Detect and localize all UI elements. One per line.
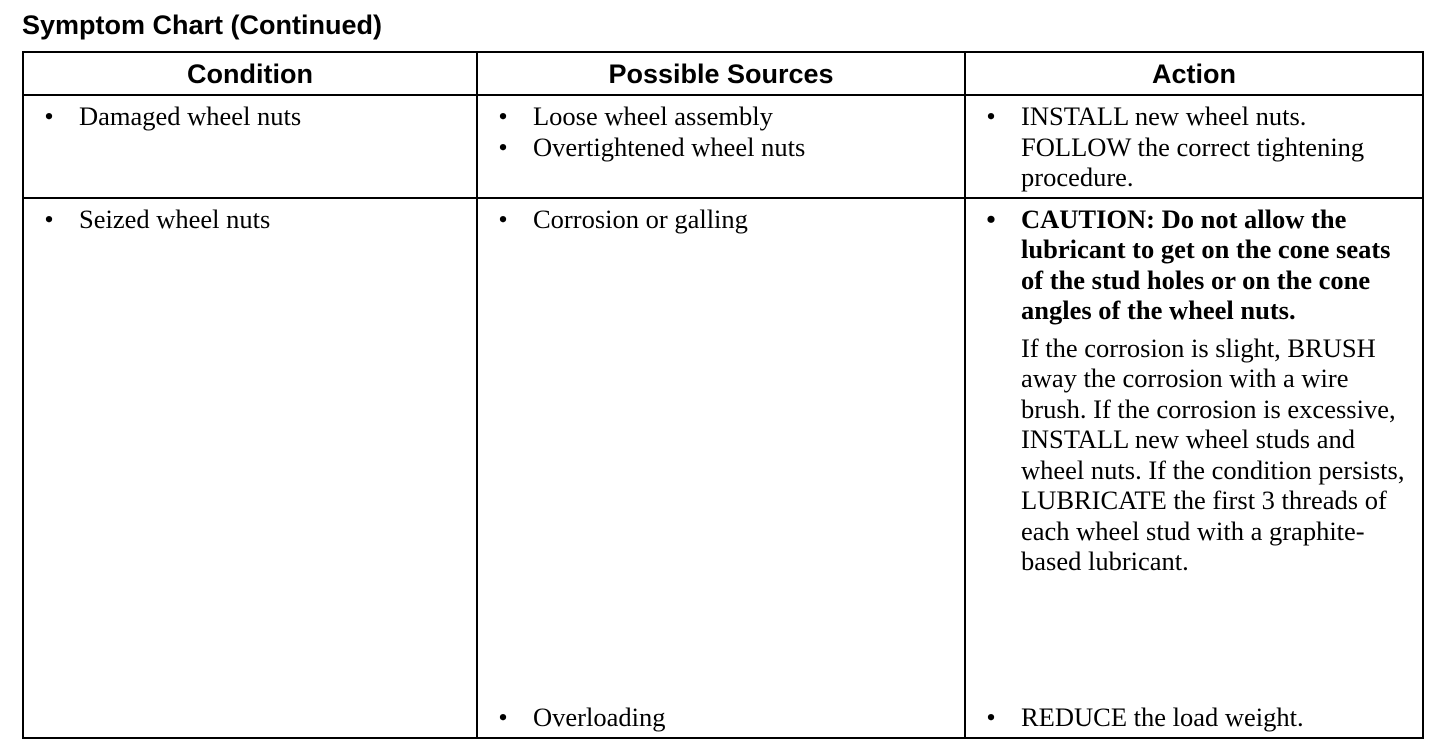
list-item xyxy=(24,101,470,132)
table-row xyxy=(23,198,1423,738)
list-item xyxy=(24,204,470,235)
bullet-icon: • xyxy=(498,101,508,131)
action-text: INSTALL new wheel nuts. FOLLOW the correct tightening procedure. xyxy=(1021,101,1365,192)
table-row xyxy=(23,95,1423,198)
source-text: Overtightened wheel nuts xyxy=(533,131,806,162)
list-item xyxy=(478,702,952,733)
action-cell xyxy=(965,95,1423,198)
caution-text: CAUTION: Do not allow the lubricant to get on the cone seats of the stud holes or on the cone angles of the wheel nuts. xyxy=(1021,203,1391,325)
symptom-chart-table xyxy=(22,51,1424,739)
list-item xyxy=(966,101,1416,193)
sources-cell xyxy=(477,198,965,738)
action-paragraph: If the corrosion is slight, BRUSH away the corrosion with a wire brush. If the corrosion is excessive, INSTALL new wheel studs and wheel nuts. If the condition persists, LUBRICATE the first 3 threads of each wheel stud with a graphite-based lubricant. xyxy=(1021,332,1405,576)
list-item xyxy=(478,204,958,235)
source-text: Overloading xyxy=(533,702,666,732)
condition-cell xyxy=(23,198,477,738)
bullet-icon: • xyxy=(498,131,508,162)
condition-text: Seized wheel nuts xyxy=(79,203,271,234)
list-item xyxy=(966,204,1416,326)
list-item xyxy=(478,132,958,163)
condition-cell xyxy=(23,95,477,198)
bullet-icon: • xyxy=(44,101,54,131)
header-condition: Condition xyxy=(23,52,477,95)
list-item xyxy=(478,101,958,132)
header-row xyxy=(23,52,1423,95)
header-action: Action xyxy=(965,52,1423,95)
sources-cell xyxy=(477,95,965,198)
action-text: REDUCE the load weight. xyxy=(1021,702,1304,732)
source-text: Loose wheel assembly xyxy=(533,101,773,131)
bullet-icon: • xyxy=(986,101,996,131)
bullet-icon: • xyxy=(498,203,508,234)
list-item xyxy=(966,702,1410,733)
condition-text: Damaged wheel nuts xyxy=(79,101,302,131)
bullet-icon: • xyxy=(986,702,996,732)
source-text: Corrosion or galling xyxy=(533,203,748,234)
bullet-icon: • xyxy=(44,203,54,234)
page-title: Symptom Chart (Continued) xyxy=(22,10,382,40)
header-possible-sources: Possible Sources xyxy=(477,52,965,95)
bullet-icon: • xyxy=(986,203,996,234)
bullet-icon: • xyxy=(498,702,508,732)
action-cell xyxy=(965,198,1423,738)
